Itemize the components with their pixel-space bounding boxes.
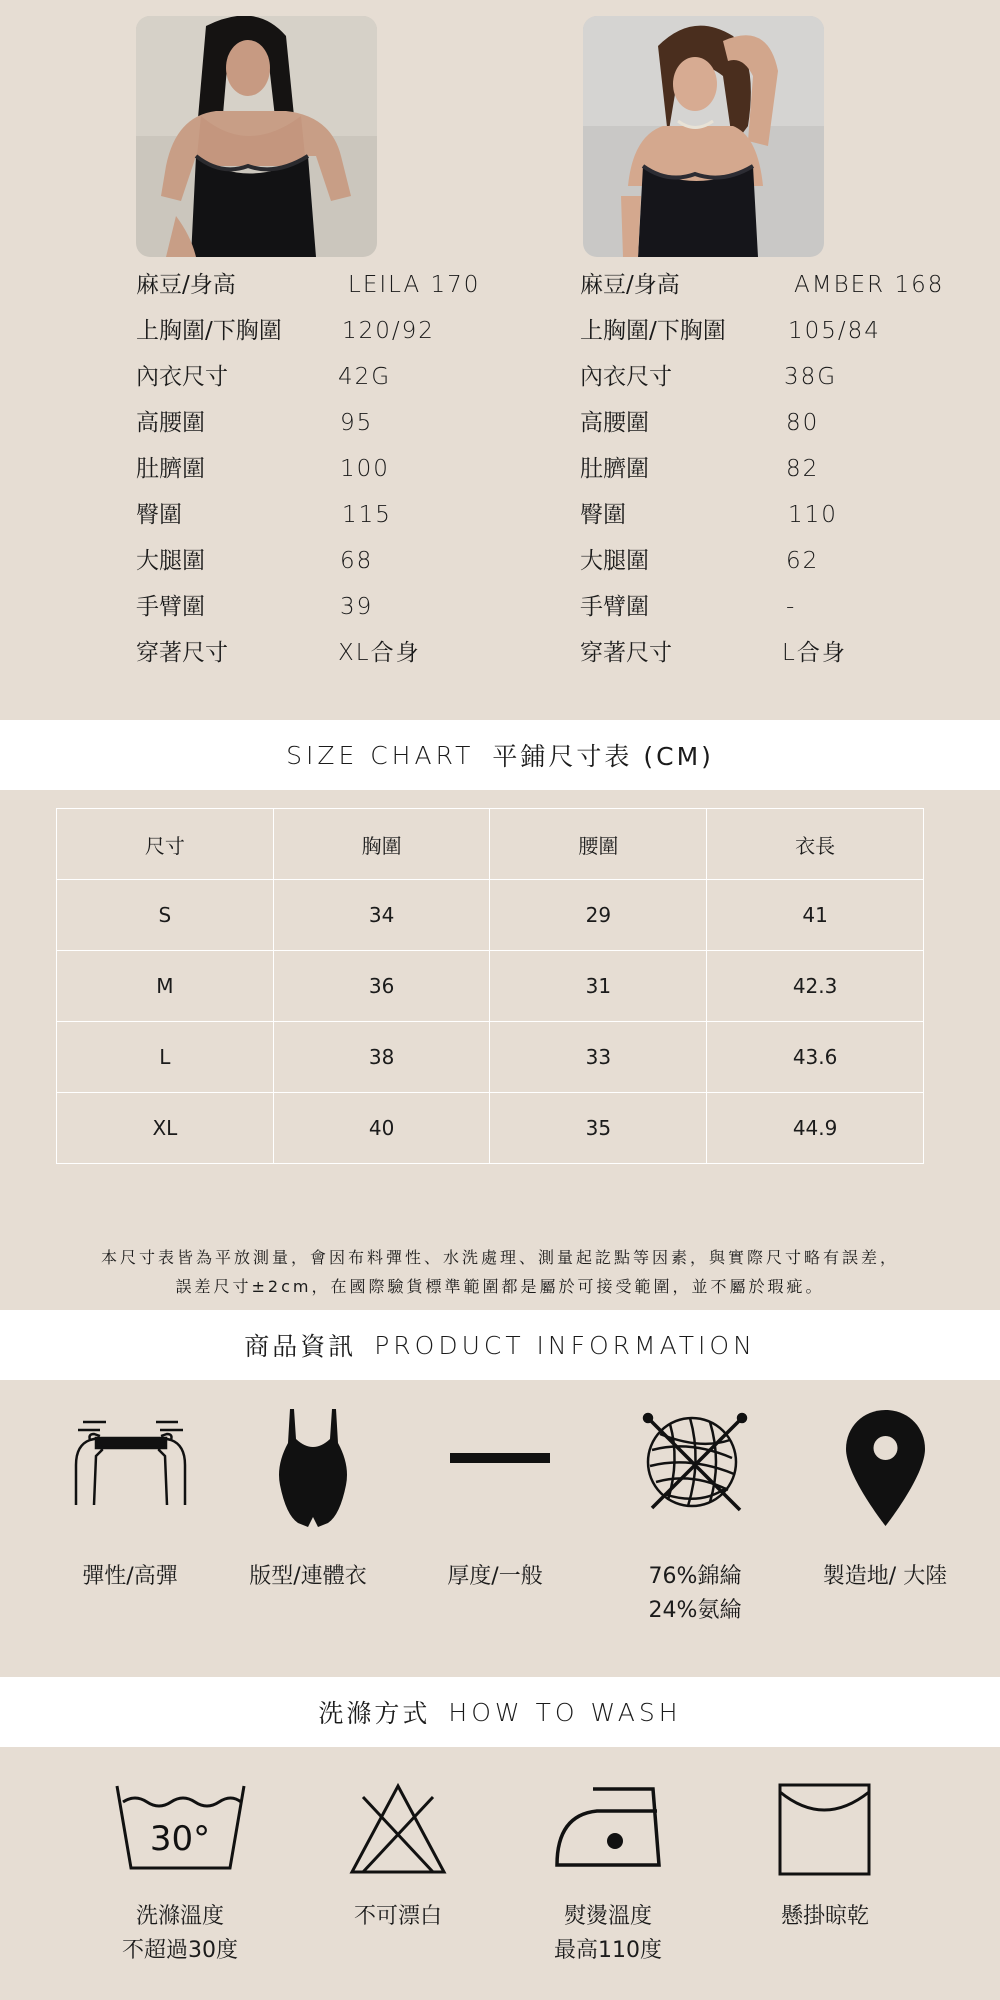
bodysuit-icon <box>268 1405 358 1530</box>
wash-30-icon <box>113 1782 248 1872</box>
table-row <box>57 880 924 951</box>
table-cell: XL <box>57 1093 274 1164</box>
stat-label: 上胸圍/下胸圍 <box>580 318 726 344</box>
caption-line: 熨燙溫度 <box>563 1904 652 1929</box>
caption-line: 製造地/ 大陸 <box>822 1564 948 1589</box>
stat-label: 臀圍 <box>136 502 182 528</box>
stat-label: 手臂圍 <box>580 594 649 620</box>
wash-caption <box>745 1900 905 1934</box>
no-bleach-icon <box>348 1782 448 1877</box>
table-cell: S <box>57 880 274 951</box>
product-caption <box>415 1560 575 1594</box>
table-cell: 31 <box>490 951 707 1022</box>
location-pin-icon <box>843 1408 928 1528</box>
table-header-cell: 衣長 <box>707 809 924 880</box>
stat-value: 115 <box>342 502 392 528</box>
stat-label: 肚臍圍 <box>580 456 649 482</box>
stat-value: 68 <box>340 548 374 574</box>
product-caption <box>615 1560 775 1628</box>
table-cell: 29 <box>490 880 707 951</box>
stat-label: 大腿圍 <box>580 548 649 574</box>
stat-value: 110 <box>788 502 838 528</box>
stat-value: 39 <box>340 594 374 620</box>
size-chart-title-zh: 平鋪尺寸表 (CM) <box>492 742 714 771</box>
table-cell: 42.3 <box>707 951 924 1022</box>
table-row <box>57 1093 924 1164</box>
product-info-header <box>0 1310 1000 1380</box>
caption-line: 不超過30度 <box>122 1938 238 1963</box>
wash-header <box>0 1677 1000 1747</box>
stat-label: 高腰圍 <box>580 410 649 436</box>
stat-value: L合身 <box>782 640 847 666</box>
table-header-cell: 腰圍 <box>490 809 707 880</box>
stat-label: 手臂圍 <box>136 594 205 620</box>
stat-value: 82 <box>786 456 820 482</box>
table-cell: 35 <box>490 1093 707 1164</box>
table-cell: 34 <box>273 880 490 951</box>
stretch-icon <box>68 1410 193 1510</box>
table-cell: 43.6 <box>707 1022 924 1093</box>
size-note-line: 誤差尺寸±2cm，在國際驗貨標準範圍都是屬於可接受範圍，並不屬於瑕疵。 <box>175 1277 825 1296</box>
stat-label: 上胸圍/下胸圍 <box>136 318 282 344</box>
stat-label: 麻豆/身高 <box>580 272 680 298</box>
stat-value: 38G <box>784 364 838 390</box>
wash-caption <box>100 1900 260 1968</box>
wash-temp-label: 30° <box>149 1819 211 1859</box>
yarn-icon <box>640 1410 750 1520</box>
caption-line: 版型/連體衣 <box>249 1564 367 1589</box>
wash-caption <box>528 1900 688 1968</box>
table-header-cell: 胸圍 <box>273 809 490 880</box>
product-caption <box>50 1560 210 1594</box>
table-row <box>57 1022 924 1093</box>
product-info-title-zh: 商品資訊 <box>244 1332 357 1361</box>
stat-label: 肚臍圍 <box>136 456 205 482</box>
table-cell: 40 <box>273 1093 490 1164</box>
product-caption <box>805 1560 965 1594</box>
stat-label: 內衣尺寸 <box>580 364 672 390</box>
table-cell: 33 <box>490 1022 707 1093</box>
stat-value: 62 <box>786 548 820 574</box>
size-chart-table <box>56 808 924 1164</box>
hang-dry-icon <box>777 1782 872 1877</box>
table-header-cell: 尺寸 <box>57 809 274 880</box>
table-cell: 36 <box>273 951 490 1022</box>
caption-line: 不可漂白 <box>353 1904 442 1929</box>
thickness-icon <box>450 1448 550 1468</box>
wash-title-en: HOW TO WASH <box>448 1697 682 1727</box>
stat-value: - <box>786 594 797 620</box>
caption-line: 懸掛晾乾 <box>780 1904 869 1929</box>
stat-label: 高腰圍 <box>136 410 205 436</box>
stat-value: 42G <box>338 364 392 390</box>
caption-line: 最高110度 <box>554 1938 662 1963</box>
table-cell: 44.9 <box>707 1093 924 1164</box>
stat-label: 穿著尺寸 <box>580 640 672 666</box>
table-cell: L <box>57 1022 274 1093</box>
product-caption <box>228 1560 388 1594</box>
wash-title-zh: 洗滌方式 <box>318 1699 431 1728</box>
size-note <box>0 1243 1000 1301</box>
stat-value: 120/92 <box>342 318 435 344</box>
table-cell: 38 <box>273 1022 490 1093</box>
caption-line: 24%氨綸 <box>648 1598 742 1623</box>
stat-label: 內衣尺寸 <box>136 364 228 390</box>
caption-line: 76%錦綸 <box>648 1564 742 1589</box>
stat-value: 95 <box>340 410 374 436</box>
stat-value: 105/84 <box>788 318 881 344</box>
caption-line: 洗滌溫度 <box>135 1904 224 1929</box>
table-cell: 41 <box>707 880 924 951</box>
size-note-line: 本尺寸表皆為平放測量，會因布料彈性、水洗處理、測量起訖點等因素，與實際尺寸略有誤差， <box>100 1248 899 1267</box>
size-chart-title-en: SIZE CHART <box>286 740 475 770</box>
stat-label: 穿著尺寸 <box>136 640 228 666</box>
stat-value: XL合身 <box>338 640 421 666</box>
table-header-row <box>57 809 924 880</box>
stat-value: LEILA 170 <box>348 272 481 298</box>
table-row <box>57 951 924 1022</box>
stat-value: 80 <box>786 410 820 436</box>
caption-line: 厚度/一般 <box>447 1564 543 1589</box>
stat-label: 麻豆/身高 <box>136 272 236 298</box>
stat-value: 100 <box>340 456 390 482</box>
model-photo-amber <box>583 16 824 257</box>
wash-caption <box>318 1900 478 1934</box>
product-info-title-en: PRODUCT INFORMATION <box>374 1330 756 1360</box>
size-chart-header <box>0 720 1000 790</box>
model-photo-leila <box>136 16 377 257</box>
stat-value: AMBER 168 <box>794 272 945 298</box>
caption-line: 彈性/高彈 <box>82 1564 178 1589</box>
table-cell: M <box>57 951 274 1022</box>
iron-icon <box>553 1785 663 1870</box>
stat-label: 大腿圍 <box>136 548 205 574</box>
stat-label: 臀圍 <box>580 502 626 528</box>
